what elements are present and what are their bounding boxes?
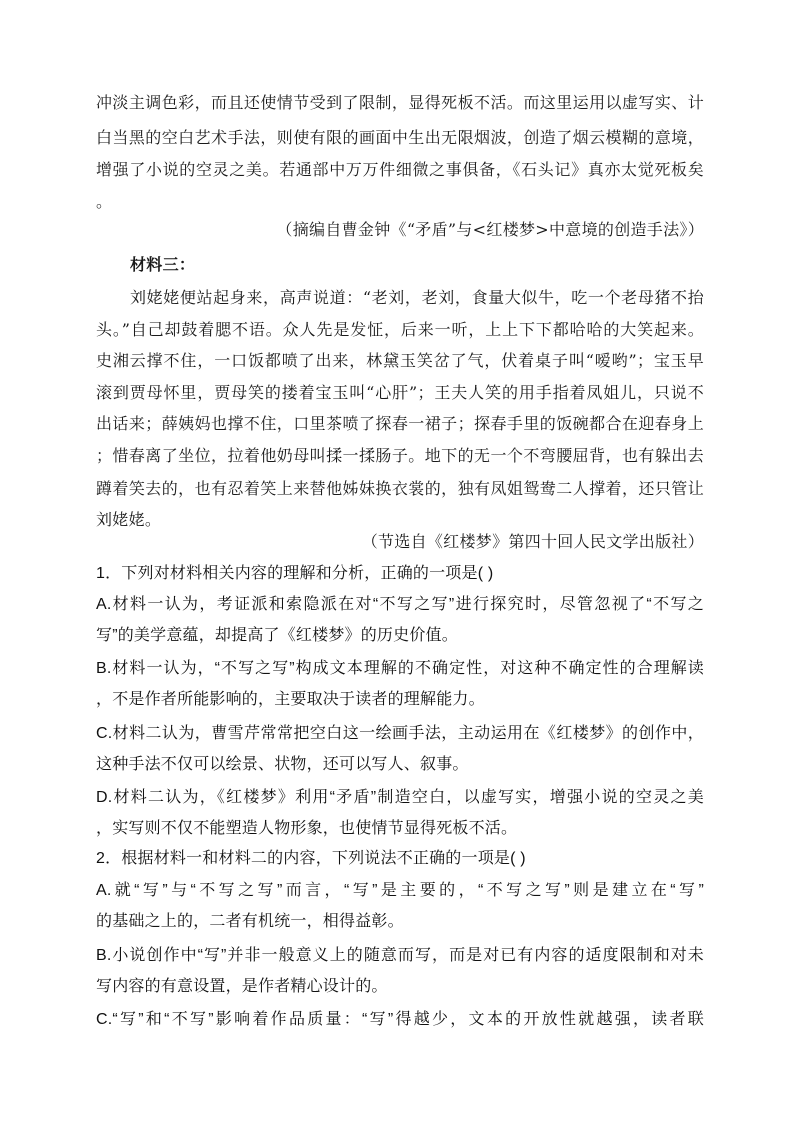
- paragraph-line: 蹲着笑去的，也有忍着笑上来替他姊妹换衣裳的，独有凤姐鸳鸯二人撑着，还只管让: [96, 479, 704, 498]
- paragraph-line: ；惜春离了坐位，拉着他奶母叫揉一揉肠子。地下的无一个不弯腰屈背，也有躲出去: [96, 446, 704, 465]
- option-d-line: D.材料二认为，《红楼梦》利用“矛盾”制造空白，以虚写实，增强小说的空灵之美: [96, 789, 704, 806]
- paragraph-line: 白当黑的空白艺术手法，则使有限的画面中生出无限烟波，创造了烟云模糊的意境，: [96, 128, 704, 147]
- option-b-line: ，不是作者所能影响的，主要取决于读者的理解能力。: [96, 691, 485, 708]
- paragraph-line: 冲淡主调色彩，而且还使情节受到了限制，显得死板不活。而这里运用以虚写实、计: [96, 93, 704, 112]
- paragraph-line: 刘姥姥便站起身来，高声说道：“老刘，老刘，食量大似牛，吃一个老母猪不抬: [130, 288, 704, 307]
- option-a-line: A.就“写”与“不写之写”而言，“写”是主要的，“不写之写”则是建立在“写”: [96, 882, 704, 899]
- option-b-line: 写内容的有意设置，是作者精心设计的。: [96, 978, 388, 995]
- option-c-line: C.“写”和“不写”影响着作品质量：“写”得越少，文本的开放性就越强，读者联: [96, 1011, 704, 1028]
- option-a-line: A.材料一认为，考证派和索隐派在对“不写之写”进行探究时，尽管忽视了“不写之: [96, 596, 704, 613]
- question-stem: 1．下列对材料相关内容的理解和分析，正确的一项是( ): [96, 565, 494, 582]
- option-b-line: B.材料一认为，“不写之写”构成文本理解的不确定性，对这种不确定性的合理解读: [96, 660, 704, 677]
- option-d-line: ，实写则不仅不能塑造人物形象，也使情节显得死板不活。: [96, 820, 518, 837]
- source-citation: （摘编自曹金钟《“矛盾”与<红楼梦>中意境的创造手法》）: [276, 220, 704, 239]
- option-c-line: 这种手法不仅可以绘景、状物，还可以写人、叙事。: [96, 756, 469, 773]
- question-stem: 2．根据材料一和材料二的内容，下列说法不正确的一项是( ): [96, 850, 526, 867]
- option-b-line: B.小说创作中“写”并非一般意义上的随意而写，而是对已有内容的适度限制和对未: [96, 947, 704, 964]
- option-a-line: 写”的美学意蕴，却提高了《红楼梦》的历史价值。: [96, 627, 458, 644]
- section-heading: 材料三：: [130, 255, 196, 274]
- paragraph-line: 头。”自己却鼓着腮不语。众人先是发怔，后来一听，上上下下都哈哈的大笑起来。: [96, 320, 704, 339]
- paragraph-line: 史湘云撑不住，一口饭都喷了出来，林黛玉笑岔了气，伏着桌子叫“嗳哟”；宝玉早: [96, 351, 704, 370]
- paragraph-line: 增强了小说的空灵之美。若通部中万万件细微之事俱备，《石头记》真亦太觉死板矣: [96, 160, 704, 179]
- option-a-line: 的基础之上的，二者有机统一，相得益彰。: [96, 913, 404, 930]
- option-c-line: C.材料二认为，曹雪芹常常把空白这一绘画手法，主动运用在《红楼梦》的创作中，: [96, 725, 704, 742]
- paragraph-line: 。: [96, 192, 113, 211]
- paragraph-line: 滚到贾母怀里，贾母笑的搂着宝玉叫“心肝”；王夫人笑的用手指着凤姐儿，只说不: [96, 383, 704, 402]
- paragraph-line: 刘姥姥。: [96, 510, 162, 529]
- source-citation: （节选自《红楼梦》第四十回人民文学出版社）: [361, 532, 704, 551]
- paragraph-line: 出话来；薛姨妈也撑不住，口里茶喷了探春一裙子；探春手里的饭碗都合在迎春身上: [96, 414, 704, 433]
